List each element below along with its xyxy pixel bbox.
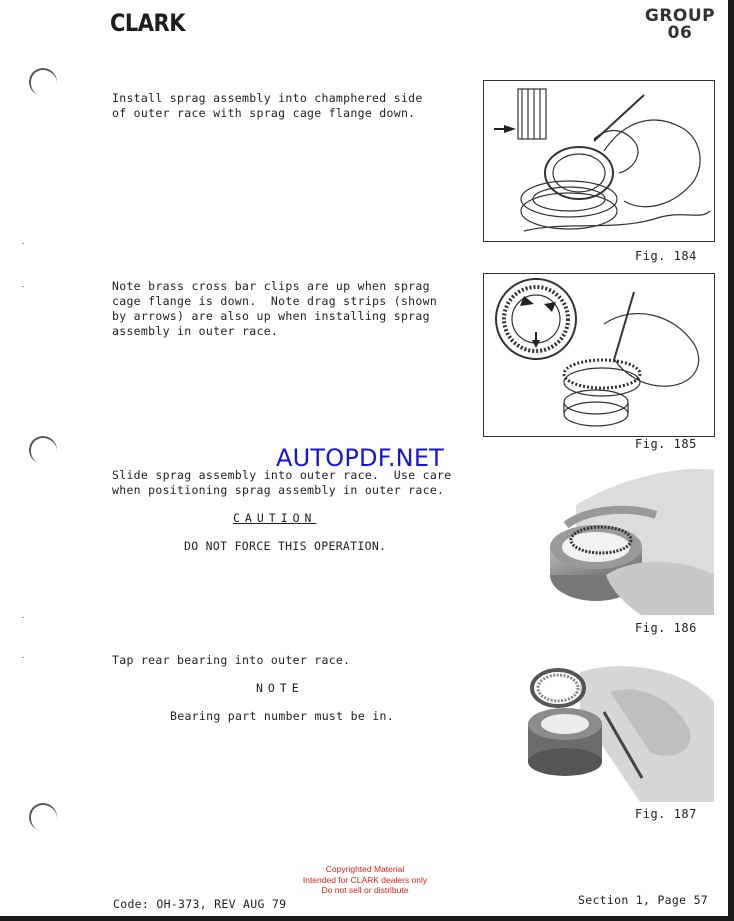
binder-hole [27,801,59,833]
group-label: GROUP [644,6,716,26]
figure-186-label: Fig. 186 [635,621,697,635]
step-184-text: Install sprag assembly into champhered side of outer race with sprag cage flange down. [112,91,423,120]
copyright-line: Copyrighted Material [325,864,405,874]
watermark: AUTOPDF.NET [276,444,445,472]
group-heading [640,8,720,42]
figure-187-label: Fig. 187 [635,807,697,821]
figure-184-label: Fig. 184 [635,249,697,263]
page-edge-right [728,0,734,921]
caution-heading [233,511,316,526]
figure-185-label: Fig. 185 [635,437,697,451]
scan-speck [22,617,24,618]
footer-section-page: Section 1, Page 57 [578,893,709,907]
caution-text: DO NOT FORCE THIS OPERATION. [184,539,387,553]
clark-logo: CLARK [110,9,185,37]
copyright-notice [260,864,470,896]
slide-sprag-photo [546,465,714,615]
figure-187-photo [520,652,714,802]
sprag-install-illustration [484,81,714,241]
drag-strips-illustration [484,274,714,436]
copyright-line: Intended for CLARK dealers only [302,874,428,885]
figure-185-photo [483,273,715,437]
footer-code: Code: OH-373, REV AUG 79 [113,897,287,911]
tap-bearing-photo [520,652,714,802]
group-number: 06 [667,23,693,43]
scan-speck [22,243,24,244]
caution-title: CAUTION [233,511,317,525]
note-text: Bearing part number must be in. [170,709,394,723]
step-186-text: Slide sprag assembly into outer race. Use care when positioning sprag assembly in outer race. [112,468,452,497]
figure-186-photo [546,465,714,615]
step-185-text: Note brass cross bar clips are up when sprag cage flange is down. Note drag strips (shown by arrows) are also up when installing sprag assembly in outer race. [112,279,438,338]
binder-hole [27,434,59,466]
step-187-text: Tap rear bearing into outer race. [112,653,351,667]
note-title: NOTE [256,681,304,695]
scan-speck [22,286,24,287]
copyright-line: Do not sell or distribute [321,885,409,895]
note-heading [256,681,304,696]
page-edge-bottom [0,916,734,921]
binder-hole [27,66,59,98]
figure-184-photo [483,80,715,242]
scan-speck [22,657,24,658]
